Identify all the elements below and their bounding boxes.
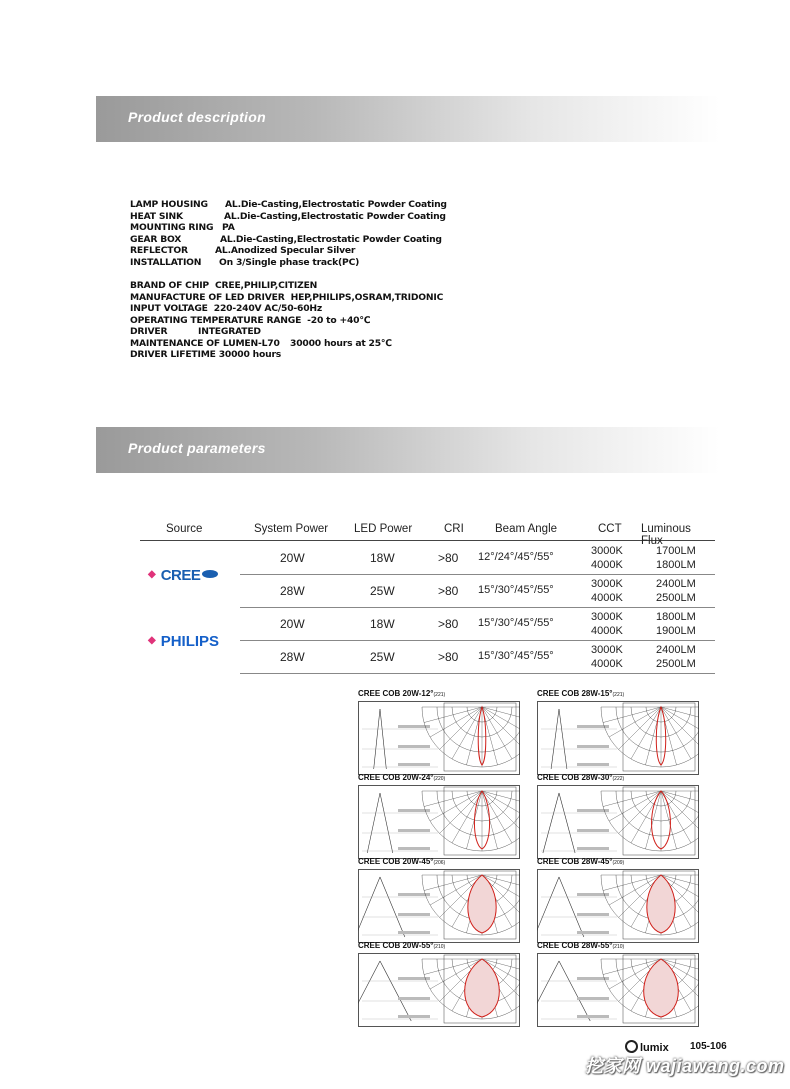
cone-edge (559, 709, 567, 769)
cone-edge (537, 961, 559, 1021)
header-source: Source (166, 523, 203, 535)
cone-value-mark (398, 931, 430, 934)
cone-value-mark (577, 763, 609, 766)
parameters-banner (96, 427, 720, 473)
cell-cct-2: 4000K (591, 658, 623, 670)
desc-value: 30000 hours (218, 349, 282, 360)
cone-edge (358, 961, 380, 1021)
bullet-icon: ◆ (148, 635, 156, 646)
desc-key: MANUFACTURE OF LED DRIVER (130, 291, 285, 303)
cell-flux-1: 1800LM (656, 611, 696, 623)
desc-key: MAINTENANCE OF LUMEN-L70 (130, 337, 280, 349)
polar-plot (537, 953, 699, 1027)
cell-cct-1: 3000K (591, 578, 623, 590)
photometric-diagram (537, 941, 699, 1029)
desc-key: OPERATING TEMPERATURE RANGE (130, 314, 302, 326)
diagram-title: CREE COB 20W-55°(210) (358, 941, 446, 950)
cone-value-mark (577, 745, 609, 748)
photometric-diagram (537, 857, 699, 945)
photometric-diagram (358, 773, 520, 861)
cell-flux-2: 2500LM (656, 592, 696, 604)
cone-value-mark (398, 763, 430, 766)
cell-system-power: 28W (280, 584, 305, 598)
polar-plot (358, 701, 520, 775)
desc-value: HEP,PHILIPS,OSRAM,TRIDONIC (290, 291, 444, 303)
desc-key: LAMP HOUSING (130, 199, 208, 210)
description-group-1 (130, 199, 447, 268)
cell-cri: >80 (438, 551, 459, 565)
desc-value: 30000 hours at 25℃ (290, 337, 392, 349)
desc-key: HEAT SINK (130, 210, 183, 222)
cell-beam: 15°/30°/45°/55° (478, 650, 554, 662)
cell-flux-2: 1900LM (656, 625, 696, 637)
cone-edge (380, 709, 386, 769)
desc-value: AL.Die-Casting,Electrostatic Powder Coating (225, 199, 447, 210)
cone-edge (559, 961, 590, 1021)
brand-logo: lumix (625, 1040, 669, 1054)
cone-value-mark (398, 829, 430, 832)
desc-value: INTEGRATED (198, 326, 261, 337)
desc-value: AL.Die-Casting,Electrostatic Powder Coating (224, 210, 446, 222)
cell-cct-1: 3000K (591, 644, 623, 656)
diagram-title: CREE COB 20W-12°(221) (358, 689, 446, 698)
desc-key: INPUT VOLTAGE (130, 303, 208, 314)
cone-edge (358, 877, 380, 937)
description-title: Product description (128, 109, 266, 125)
desc-value: 220-240V AC/50-60Hz (213, 303, 323, 314)
photometric-diagram (537, 773, 699, 861)
photometric-diagram (537, 689, 699, 777)
diagram-title: CREE COB 28W-15°(221) (537, 689, 625, 698)
desc-value: PA (222, 222, 235, 233)
desc-value: -20 to +40℃ (307, 314, 371, 326)
cone-value-mark (398, 847, 430, 850)
desc-key: BRAND OF CHIP (130, 280, 209, 291)
cell-system-power: 20W (280, 551, 305, 565)
cell-flux-2: 1800LM (656, 559, 696, 571)
bullet-icon: ◆ (148, 569, 156, 580)
table-header (140, 520, 715, 547)
photometric-diagram (358, 857, 520, 945)
cell-flux-1: 1700LM (656, 545, 696, 557)
desc-value: On 3/Single phase track(PC) (219, 256, 360, 268)
cell-flux-1: 2400LM (656, 578, 696, 590)
cone-value-mark (577, 913, 609, 916)
diagram-title: CREE COB 28W-55°(210) (537, 941, 625, 950)
cell-beam: 12°/24°/45°/55° (478, 551, 554, 563)
cone-value-mark (577, 829, 609, 832)
cone-value-mark (398, 1015, 430, 1018)
polar-plot (537, 701, 699, 775)
polar-plot (537, 869, 699, 943)
desc-value: AL.Die-Casting,Electrostatic Powder Coating (220, 233, 442, 245)
cone-value-mark (577, 931, 609, 934)
diagram-title: CREE COB 20W-45°(206) (358, 857, 446, 866)
header-system-power: System Power (254, 523, 329, 535)
cell-led-power: 25W (370, 584, 395, 598)
diagram-title: CREE COB 28W-45°(209) (537, 857, 625, 866)
table-row (240, 641, 715, 674)
cell-led-power: 18W (370, 551, 395, 565)
cone-value-mark (577, 847, 609, 850)
brand-philips (148, 633, 219, 650)
cone-value-mark (398, 913, 430, 916)
desc-value: CREE,PHILIP,CITIZEN (214, 280, 318, 291)
brand-cree (148, 567, 218, 584)
cree-logo-mark-icon (202, 570, 218, 578)
cell-beam: 15°/30°/45°/55° (478, 617, 554, 629)
desc-key: INSTALLATION (130, 256, 202, 268)
cone-value-mark (577, 997, 609, 1000)
cone-edge (367, 793, 380, 853)
header-cct: CCT (598, 523, 622, 535)
desc-key: MOUNTING RING (130, 222, 214, 233)
cell-flux-2: 2500LM (656, 658, 696, 670)
header-led-power: LED Power (354, 523, 413, 535)
watermark: 挖家网 wajiawang.com (585, 1056, 785, 1076)
cone-edge (380, 877, 405, 937)
cone-value-mark (398, 997, 430, 1000)
cone-edge (559, 877, 584, 937)
diagram-title: CREE COB 20W-24°(220) (358, 773, 446, 782)
cell-cct-1: 3000K (591, 545, 623, 557)
cell-led-power: 18W (370, 617, 395, 631)
table-row (240, 575, 715, 608)
cone-value-mark (577, 1015, 609, 1018)
cone-edge (374, 709, 380, 769)
description-group-2 (130, 280, 443, 361)
table-row (240, 608, 715, 641)
cone-edge (380, 961, 411, 1021)
cell-led-power: 25W (370, 650, 395, 664)
desc-value: AL.Anodized Specular Silver (215, 245, 356, 256)
cell-cri: >80 (438, 650, 459, 664)
philips-logo: PHILIPS (160, 633, 220, 650)
cone-value-mark (398, 745, 430, 748)
cree-logo: CREE (160, 567, 201, 584)
diagram-title: CREE COB 28W-30°(222) (537, 773, 625, 782)
cell-cri: >80 (438, 617, 459, 631)
photometric-diagram (358, 941, 520, 1029)
cone-edge (551, 709, 559, 769)
cell-cct-2: 4000K (591, 592, 623, 604)
header-luminous-flux: Luminous Flux (641, 523, 691, 547)
description-banner (96, 96, 720, 142)
cone-edge (559, 793, 575, 853)
cell-beam: 15°/30°/45°/55° (478, 584, 554, 596)
desc-key: GEAR BOX (130, 233, 182, 245)
photometric-diagram (358, 689, 520, 777)
cone-edge (543, 793, 559, 853)
desc-key: DRIVER LIFETIME (130, 349, 216, 360)
cone-edge (380, 793, 393, 853)
cell-cri: >80 (438, 584, 459, 598)
page-number: 105-106 (690, 1041, 727, 1052)
cell-flux-1: 2400LM (656, 644, 696, 656)
table-row (240, 542, 715, 575)
desc-key: REFLECTOR (130, 245, 188, 256)
polar-plot (358, 869, 520, 943)
polar-plot (537, 785, 699, 859)
header-cri: CRI (444, 523, 464, 535)
polar-plot (358, 953, 520, 1027)
cell-system-power: 28W (280, 650, 305, 664)
parameters-title: Product parameters (128, 440, 266, 456)
cone-edge (537, 877, 559, 937)
polar-plot (358, 785, 520, 859)
desc-key: DRIVER (130, 326, 168, 337)
cell-cct-1: 3000K (591, 611, 623, 623)
header-beam-angle: Beam Angle (495, 523, 558, 535)
cell-cct-2: 4000K (591, 559, 623, 571)
cell-cct-2: 4000K (591, 625, 623, 637)
cell-system-power: 20W (280, 617, 305, 631)
